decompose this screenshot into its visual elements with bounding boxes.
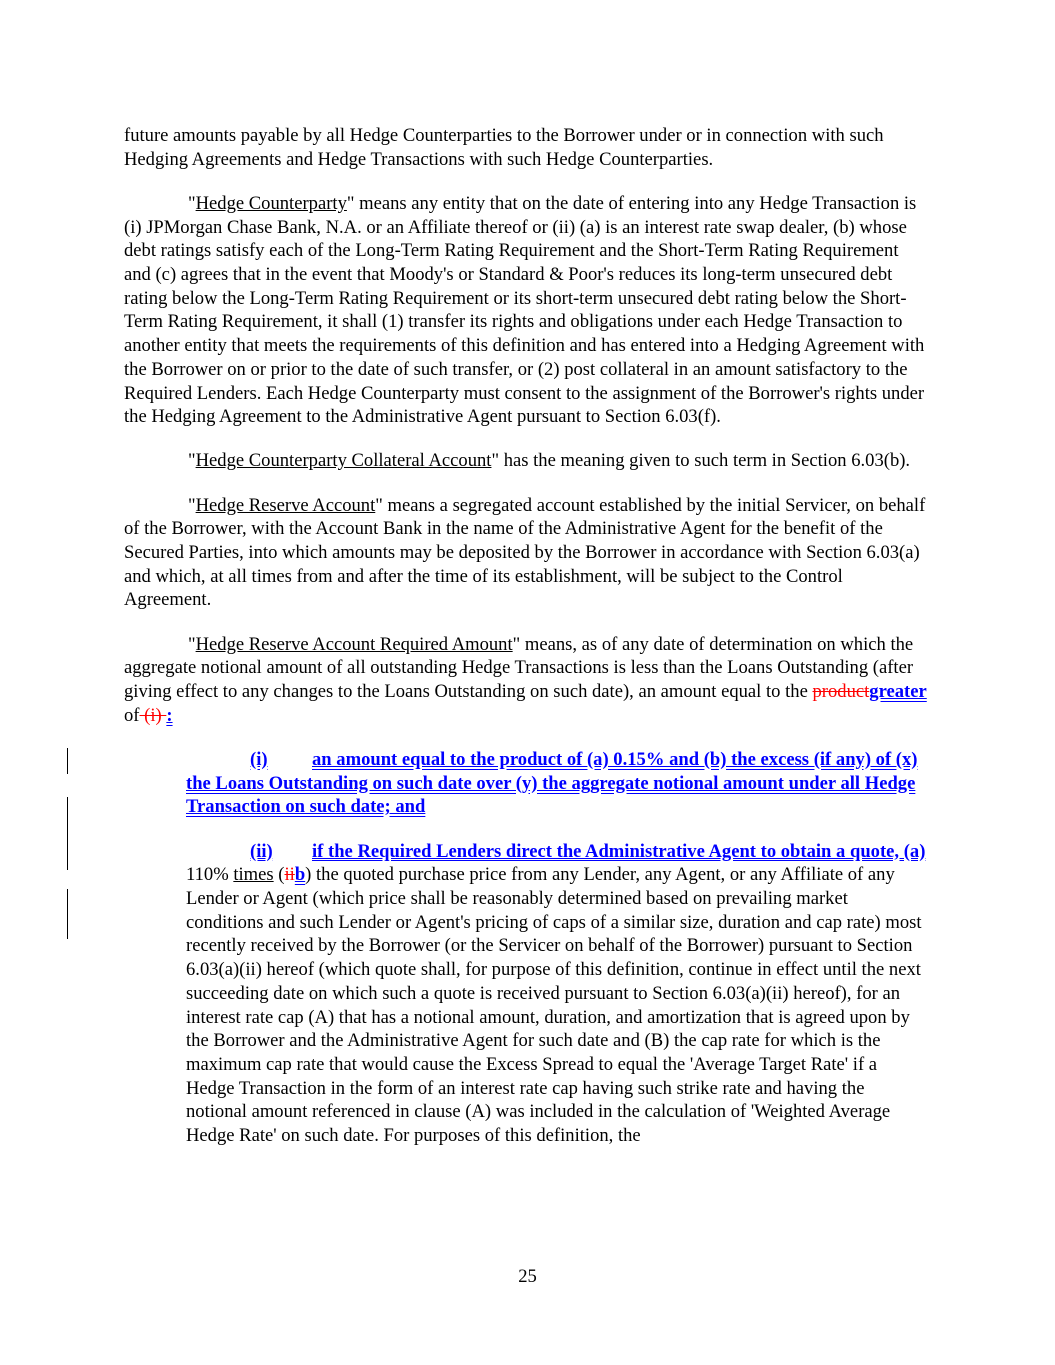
paragraph-continuation [124,124,929,171]
inserted-text: : [166,704,173,726]
inserted-text: if the Required Lenders direct the Administrative Agent to obtain a quote, (a) [312,840,926,862]
inserted-text: b [294,864,306,886]
definition-hedge-counterparty [124,192,929,429]
quote-mark: " [188,450,196,472]
clause-body: ) the quoted purchase price from any Lender, any Agent, or any Affiliate of any Lender or Agent (which price shall be reasonably determined based on prevailing market conditions and such Lender or Agent's pricing of caps of a similar size, duration and cap rate) most recently received by the Borrower (or the Servicer on behalf of the Borrower) pursuant to Section 6.03(a)(ii) hereof (which quote shall, for purpose of this definition, continue in effect until the next succeeding date on which such a quote is received pursuant to Section 6.03(a)(ii) hereof), for an interest rate cap (A) that has a notional amount, duration, and amortization that is agreed upon by the Borrower and the Administrative Agent for such date and (B) the cap rate for which is the maximum cap rate that would cause the Excess Spread to equal the 'Average Target Rate' if a Hedge Transaction in the form of an interest rate cap having such strike rate and having the notional amount referenced in clause (A) was included in the calculation of 'Weighted Average Hedge Rate' on such date. For purposes of this definition, the [186,864,922,1147]
quote-mark: " [188,494,196,516]
page-number: 25 [518,1266,537,1287]
definition-body: " means a segregated account established by the initial Servicer, on behalf of the Borrower, with the Account Bank in the name of the Administrative Agent for the benefit of the Secured Parties, into which amounts may be deposited by the Borrower in accordance with Section 6.03(a) and which, at all times from and after the time of its establishment, will be subject to the Control Agreement. [124,494,926,611]
definition-body-mid: of [124,704,140,726]
deleted-text: ii [284,864,295,886]
change-bar [67,797,68,870]
defined-term: Hedge Counterparty Collateral Account [195,450,492,472]
document-page [124,124,929,1168]
deleted-text: product [812,681,870,703]
change-bar [67,748,68,774]
definition-body: " means any entity that on the date of entering into any Hedge Transaction is (i) JPMorgan Chase Bank, N.A. or an Affiliate thereof or (ii) (a) is an interest rate swap dealer, (b) whose debt ratings satisfy each of the Long-Term Rating Requirement and the Short-Term Rating Requirement and (c) agrees that in the event that Moody's or Standard & Poor's reduces its long-term unsecured debt rating below the Long-Term Rating Requirement or its short-term unsecured debt rating below the Short-Term Rating Requirement, it shall (1) transfer its rights and obligations under each Hedge Transaction to another entity that meets the requirements of this definition and has entered into a Hedging Agreement with the Borrower on or prior to the date of such transfer, or (2) post collateral in an amount satisfactory to the Required Lenders. Each Hedge Counterparty must consent to the assignment of the Borrower's rights under the Hedging Agreement to the Administrative Agent pursuant to Section 6.03(f). [124,192,925,428]
definition-body: " has the meaning given to such term in Section 6.03(b). [491,450,911,472]
defined-term: Hedge Reserve Account [195,494,376,516]
quote-mark: " [188,192,196,214]
clause-number: (ii) [250,840,273,862]
change-bar [67,889,68,939]
quote-mark: " [188,633,196,655]
definition-hedge-reserve-account-required-amount [124,633,929,728]
definition-body: " means, as of any date of determination on which the aggregate notional amount of all outstanding Hedge Transactions is less than the Loans Outstanding (after giving effect to any changes to the Loans Outstanding on such date), an amount equal to the [124,633,914,703]
clause-ii [186,840,929,1148]
clause-number: (i) [250,748,268,770]
clause-i [186,748,929,819]
inserted-text: greater [869,681,927,703]
paragraph-text: future amounts payable by all Hedge Counterparties to the Borrower under or in connection with such Hedging Agreements and Hedge Transactions with such Hedge Counterparties. [124,125,884,170]
definition-hedge-reserve-account [124,494,929,613]
deleted-text: (i) [139,704,167,726]
definition-hedge-counterparty-collateral-account [124,449,929,473]
inserted-text: an amount equal to the product of (a) 0.15% and (b) the excess (if any) of (x) the Loans Outstanding on such date over (y) the aggregate notional amount under all Hedge Transaction on such date; and [186,748,918,818]
underlined-text: times [233,864,274,886]
defined-term: Hedge Counterparty [195,192,347,214]
clause-text: ( [273,864,285,886]
clause-text: 110% [186,864,234,886]
defined-term: Hedge Reserve Account Required Amount [195,633,513,655]
